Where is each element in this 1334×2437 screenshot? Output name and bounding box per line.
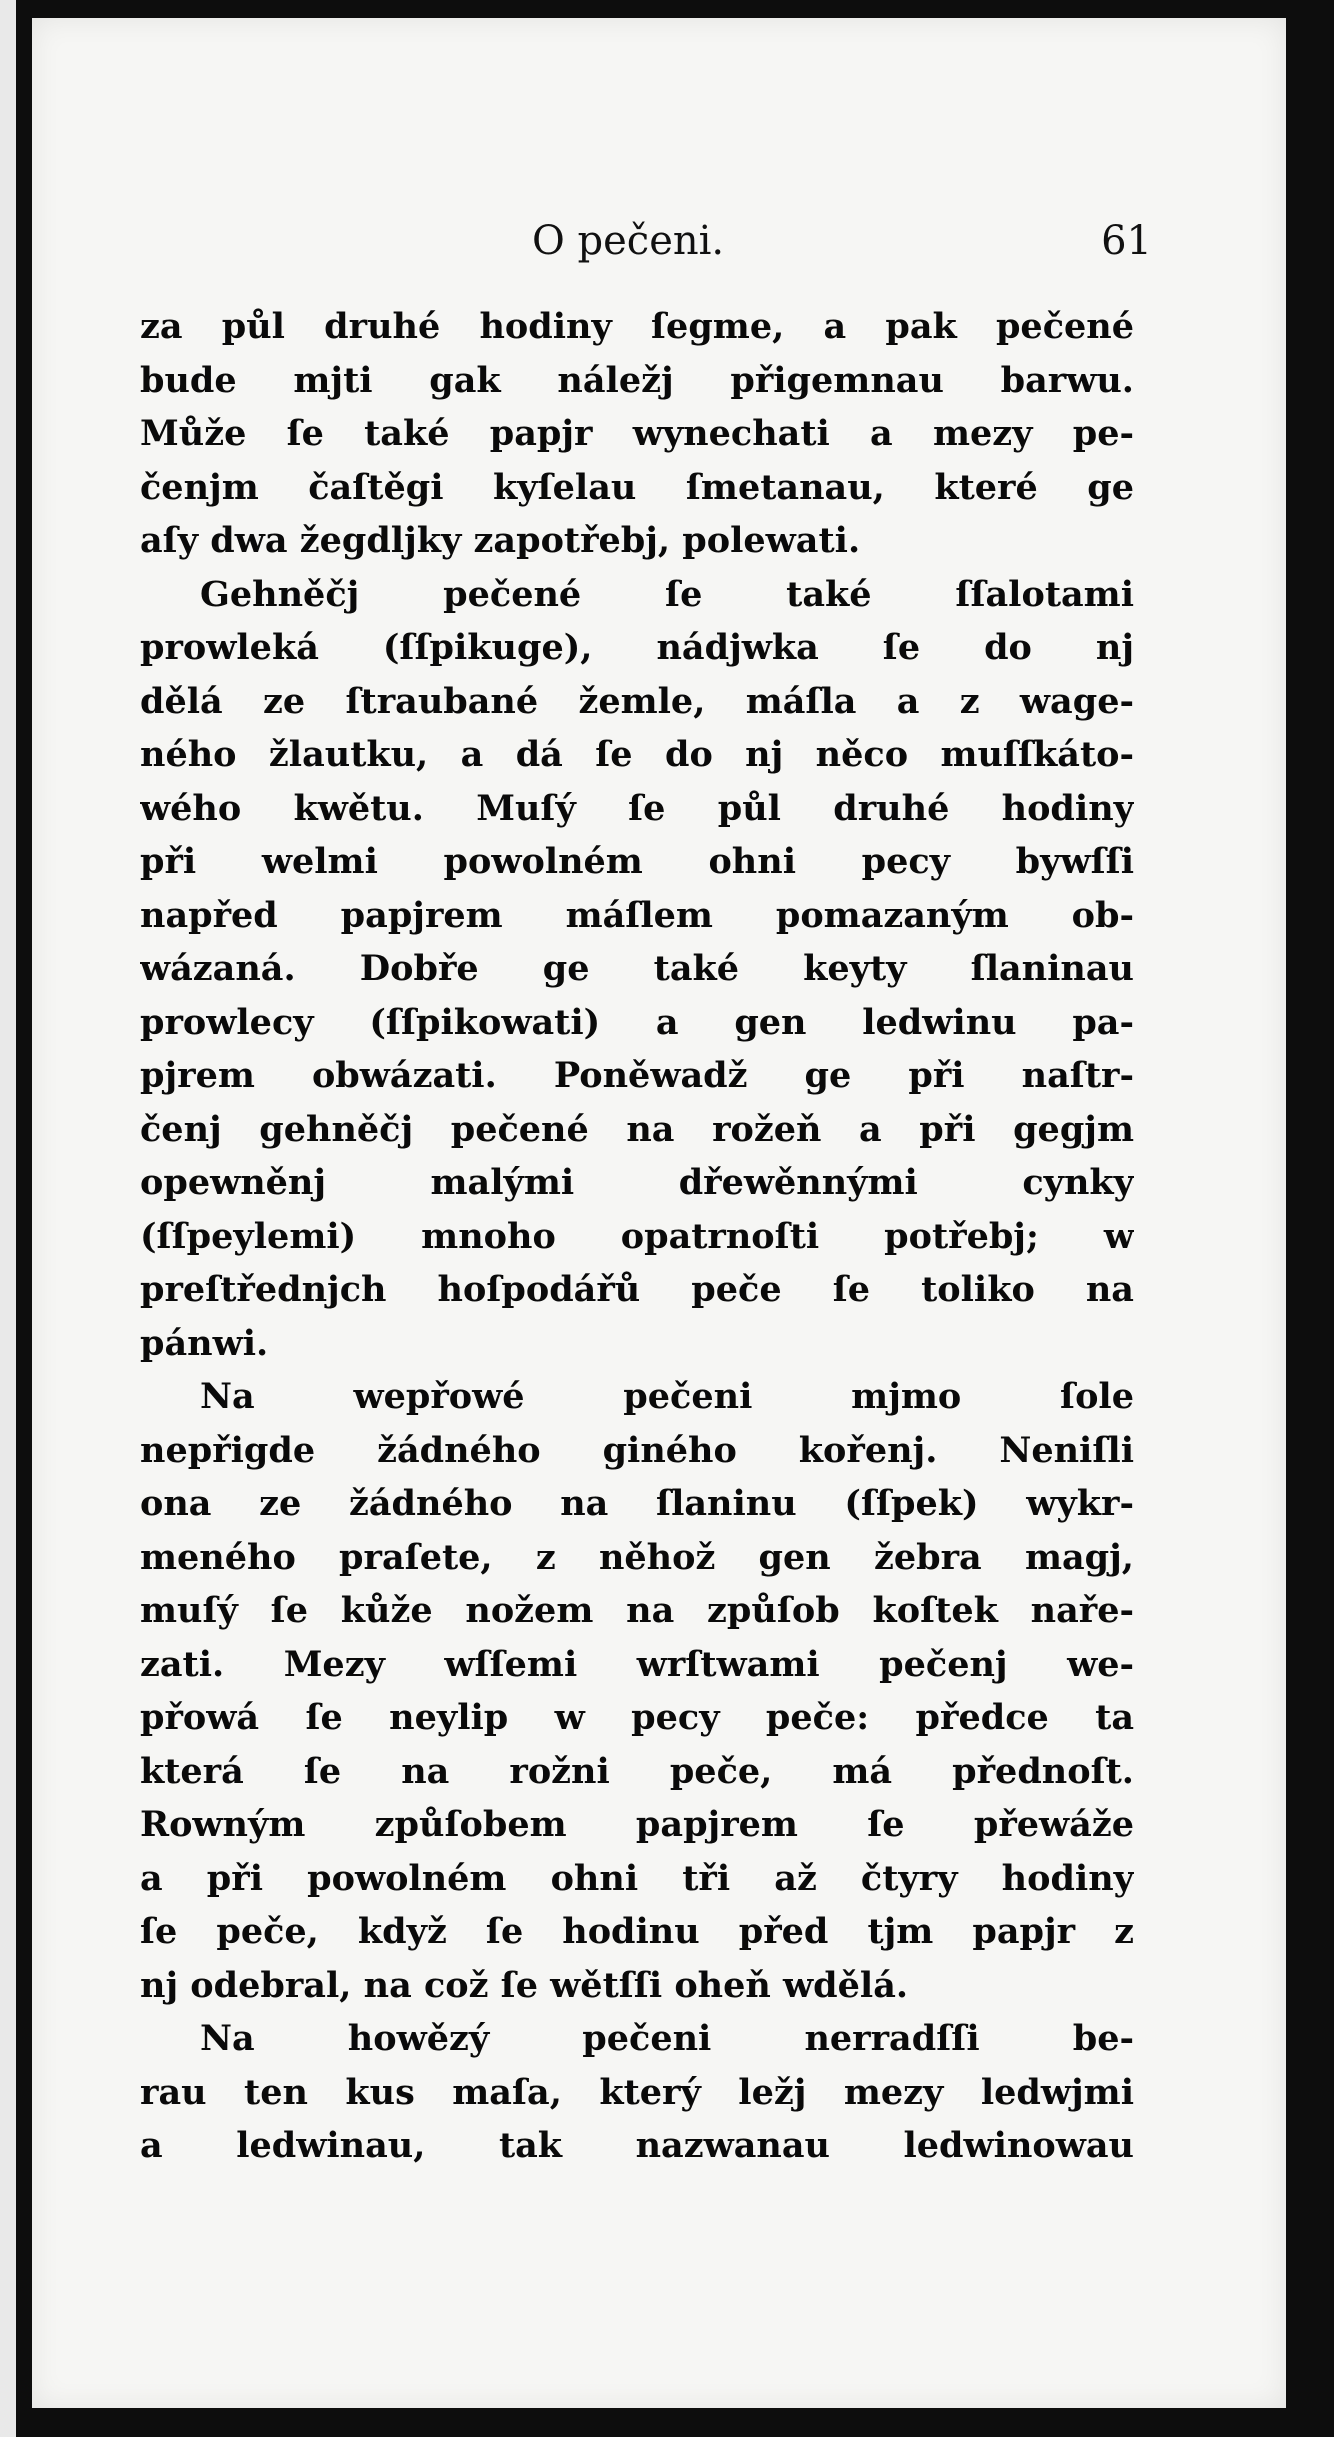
text-line: rau ten kus maſa, který ležj mezy ledwjmi [140, 2071, 1134, 2113]
adjacent-page-edge [0, 0, 16, 2437]
text-line: pjrem obwázati. Poněwadž ge při naſtr- [140, 1055, 1134, 1096]
text-line: opewněnj malými dřewěnnými cynky [140, 1162, 1134, 1203]
text-line: wého kwětu. Muſý ſe půl druhé hodiny [140, 787, 1134, 829]
text-line: čenjm čaſtěgi kyſelau ſmetanau, které ge [140, 466, 1134, 508]
text-line: Rowným způſobem papjrem ſe přewáže [140, 1804, 1134, 1845]
book-page [32, 18, 1286, 2408]
text-line: wázaná. Dobře ge také keyty ſlaninau [140, 948, 1134, 989]
body-text [140, 300, 1134, 2173]
text-line: a při powolném ohni tři až čtyry hodiny [140, 1857, 1134, 1899]
text-line: ona ze žádného na ſlaninu (ſſpek) wykr- [140, 1483, 1134, 1524]
text-line: Gehněčj pečené ſe také ſſalotami [200, 573, 1134, 615]
text-line: aſy dwa žegdljky zapotřebj, polewati. [140, 520, 861, 561]
text-line: muſý ſe kůže nožem na způſob koſtek naře- [140, 1590, 1134, 1631]
text-line: meného praſete, z něhož gen žebra magj, [140, 1536, 1134, 1578]
text-line: za půl druhé hodiny ſegme, a pak pečené [140, 306, 1134, 347]
text-line: při welmi powolném ohni pecy bywſſi [140, 841, 1134, 882]
text-line: nepřigde žádného giného kořenj. Neniſli [140, 1429, 1134, 1471]
text-line: čenj gehněčj pečené na rožeň a při gegjm [140, 1108, 1134, 1150]
text-line: nj odebral, na což ſe wětſſi oheň wdělá. [140, 1964, 909, 2006]
text-line: (ſſpeylemi) mnoho opatrnoſti potřebj; w [140, 1215, 1134, 1257]
text-line: napřed papjrem máſlem pomazaným ob- [140, 894, 1134, 936]
text-line: ſe peče, když ſe hodinu před tjm papjr z [140, 1911, 1134, 1952]
page-number: 61 [1101, 218, 1152, 264]
text-line: prowleká (ſſpikuge), nádjwka ſe do nj [140, 627, 1134, 668]
text-line: dělá ze ſtraubané žemle, máſla a z wage- [140, 680, 1134, 722]
text-line: prowlecy (ſſpikowati) a gen ledwinu pa- [140, 1001, 1134, 1043]
text-line: bude mjti gak náležj přigemnau barwu. [140, 359, 1134, 401]
page-header [532, 218, 1152, 278]
text-line: která ſe na rožni peče, má přednoſt. [140, 1750, 1134, 1792]
text-line: pánwi. [140, 1322, 269, 1364]
text-line: ného žlautku, a dá ſe do nj něco muſſkáto- [140, 734, 1134, 775]
text-line: Na howězý pečeni nerradſſi be- [200, 2018, 1134, 2059]
text-line: preſtřednjch hoſpodářů peče ſe toliko na [140, 1269, 1134, 1310]
running-title: O pečeni. [532, 218, 725, 264]
text-line: Může ſe také papjr wynechati a mezy pe- [140, 413, 1134, 454]
text-line: Na wepřowé pečeni mjmo ſole [200, 1376, 1134, 1417]
text-line: a ledwinau, tak nazwanau ledwinowau [140, 2125, 1134, 2166]
text-line: přowá ſe neylip w pecy peče: předce ta [140, 1697, 1134, 1738]
text-line: zati. Mezy wſſemi wrſtwami pečenj we- [140, 1643, 1134, 1685]
